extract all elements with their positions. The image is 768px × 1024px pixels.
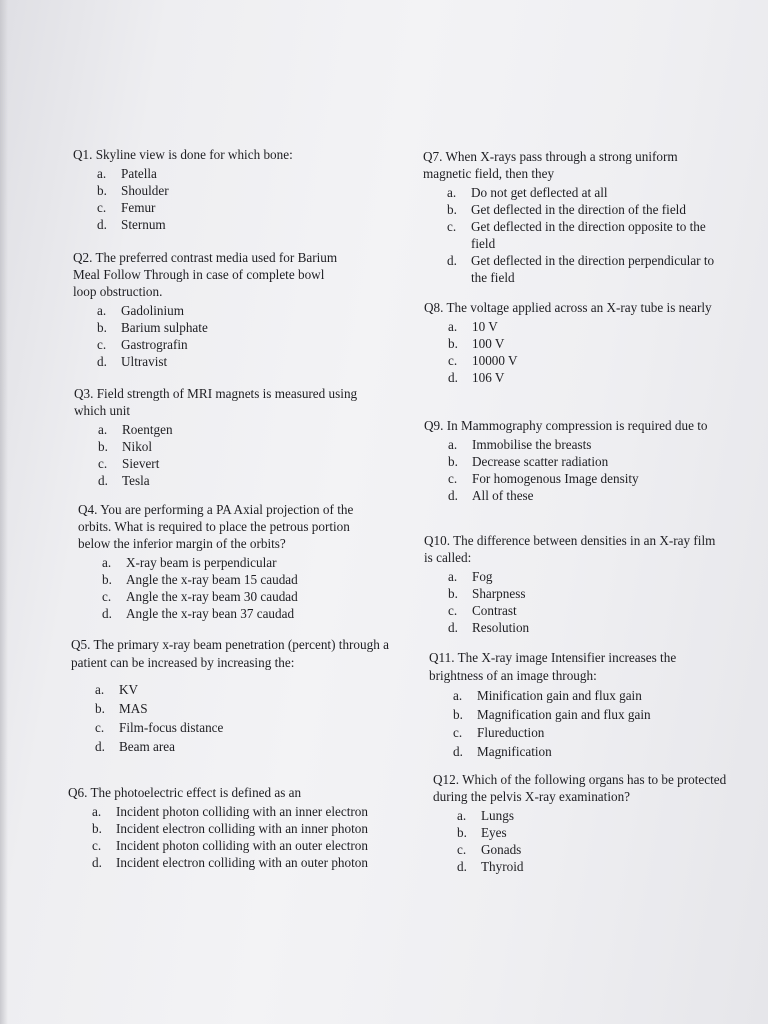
answer-option: d. 106 V [448,370,505,385]
question-stem: Q7. When X-rays pass through a strong uniform magnetic field, then they [423,149,678,181]
answer-option: d. Thyroid [457,859,524,874]
answer-option: c. Angle the x-ray beam 30 caudad [102,589,298,604]
question-stem: Q9. In Mammography compression is required due to [424,418,708,433]
answer-option: b. Shoulder [97,183,169,198]
answer-option: d. Sternum [97,217,166,232]
question-q4 [78,501,383,622]
answer-option: a. Roentgen [98,422,173,437]
answer-option: c. Sievert [98,456,160,471]
question-q7 [423,148,721,286]
question-q1 [73,146,363,233]
answer-option: d. Resolution [448,620,530,635]
answer-option: d. Magnification [453,743,552,759]
answer-option: c. Gastrografin [97,337,188,352]
answer-option: d. Get deflected in the direction perpendicular to the field [447,253,715,285]
answer-option: c. Incident photon colliding with an outer electron [92,838,368,853]
question-stem: Q6. The photoelectric effect is defined as an [68,785,302,800]
question-stem: Q1. Skyline view is done for which bone: [73,147,293,162]
question-q8 [424,299,724,386]
answer-option: b. Angle the x-ray beam 15 caudad [102,572,298,587]
answer-option: a. 10 V [448,319,498,334]
question-q9 [424,417,724,504]
answer-option: d. All of these [448,488,534,503]
answer-option: b. Incident electron colliding with an inner photon [92,821,368,836]
answer-option: c. For homogenous Image density [448,471,639,486]
question-stem: Q12. Which of the following organs has to be protected during the pelvis X-ray examination? [433,772,727,804]
question-q12 [433,771,729,875]
answer-option: a. Immobilise the breasts [448,437,592,452]
answer-option: a. Minification gain and flux gain [453,688,642,703]
question-stem: Q11. The X-ray image Intensifier increases the brightness of an image through: [429,650,677,683]
answer-option: a. Incident photon colliding with an inner electron [92,804,368,819]
answer-option: d. Incident electron colliding with an outer photon [92,855,368,870]
answer-option: b. Sharpness [448,586,526,601]
question-q10 [424,532,720,636]
question-q6 [68,784,388,871]
answer-option: c. Contrast [448,603,517,618]
answer-option: b. Nikol [98,439,153,454]
answer-option: c. Flureduction [453,725,545,740]
question-q5 [71,636,391,756]
answer-option: a. KV [95,682,139,697]
answer-option: a. Lungs [457,808,514,823]
question-stem: Q2. The preferred contrast media used for Barium Meal Follow Through in case of complete bowl loop obstruction. [73,250,338,299]
answer-option: c. Gonads [457,842,522,857]
answer-option: b. Get deflected in the direction of the field [447,202,686,217]
question-stem: Q5. The primary x-ray beam penetration (percent) through a patient can be increased by increasing the: [71,637,389,670]
answer-option: a. X-ray beam is perpendicular [102,555,277,570]
answer-option: a. Patella [97,166,157,181]
answer-option: d. Beam area [95,739,176,754]
question-stem: Q8. The voltage applied across an X-ray tube is nearly [424,300,712,315]
answer-option: b. Eyes [457,825,507,840]
answer-option: d. Tesla [98,473,150,488]
answer-option: b. MAS [95,701,148,716]
answer-option: c. Get deflected in the direction opposite to the field [447,219,706,251]
answer-option: a. Gadolinium [97,303,185,318]
answer-option: a. Do not get deflected at all [447,185,608,200]
answer-option: a. Fog [448,569,493,584]
answer-option: b. 100 V [448,336,505,351]
question-q2 [73,249,345,370]
question-q3 [74,385,374,489]
answer-option: b. Decrease scatter radiation [448,454,609,469]
answer-option: b. Barium sulphate [97,320,208,335]
answer-option: c. 10000 V [448,353,518,368]
question-q11 [429,649,729,761]
answer-option: d. Angle the x-ray bean 37 caudad [102,606,295,621]
question-stem: Q4. You are performing a PA Axial projection of the orbits. What is required to place the petrous portion below the inferior margin of the orbits? [78,502,354,551]
answer-option: d. Ultravist [97,354,168,369]
answer-option: c. Film-focus distance [95,720,224,735]
answer-option: b. Magnification gain and flux gain [453,706,651,722]
answer-option: c. Femur [97,200,156,215]
question-stem: Q10. The difference between densities in an X-ray film is called: [424,533,716,565]
page-edge-shadow [0,0,8,1024]
question-stem: Q3. Field strength of MRI magnets is measured using which unit [74,386,358,418]
